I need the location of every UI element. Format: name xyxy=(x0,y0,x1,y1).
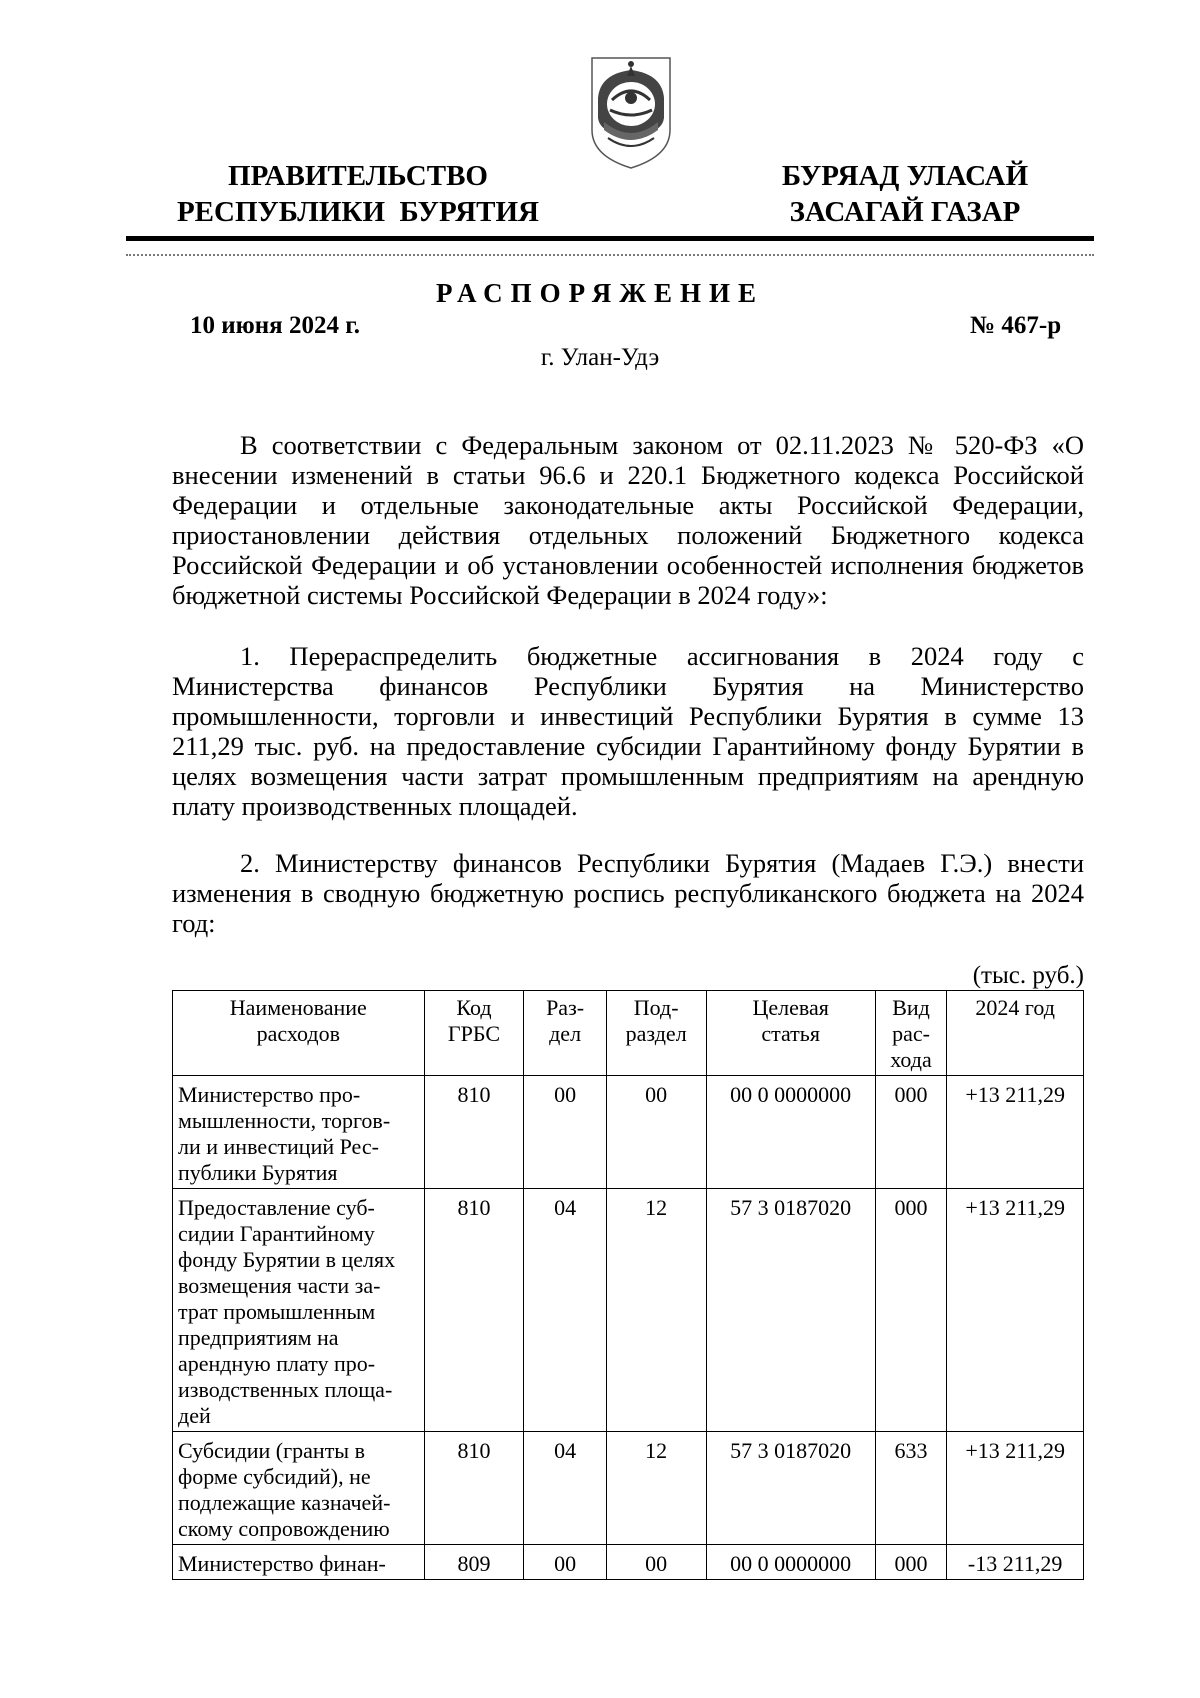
cell-article: 57 3 0187020 xyxy=(706,1189,875,1432)
cell-grbs: 810 xyxy=(424,1432,524,1545)
col-header-podrazdel: Под- раздел xyxy=(606,991,706,1076)
cell-podrazdel: 12 xyxy=(606,1189,706,1432)
item-1-paragraph: 1. Перераспределить бюджетные ассигнования в 2024 году с Министерства финансов Республики Бурятия на Министерство промышленности, торговли и инвестиций Республики Бурятия в сумме 13 211,29 тыс. руб. на предоставление субсидии Гарантийному фонду Бурятии в целях возмещения части затрат промышленным предприятиям на арендную плату производственных площадей. xyxy=(172,641,1084,821)
col-header-vid: Вид рас- хода xyxy=(875,991,947,1076)
table-row xyxy=(173,1432,1084,1545)
cell-vid: 633 xyxy=(875,1432,947,1545)
budget-table xyxy=(172,990,1084,1580)
document-date: 10 июня 2024 г. xyxy=(190,312,360,339)
document-type-title: РАСПОРЯЖЕНИЕ xyxy=(435,278,765,308)
cell-article: 00 0 0000000 xyxy=(706,1076,875,1189)
header-divider xyxy=(126,236,1094,241)
cell-razdel: 00 xyxy=(524,1076,606,1189)
cell-razdel: 04 xyxy=(524,1432,606,1545)
cell-amount: -13 211,29 xyxy=(947,1545,1084,1580)
cell-amount: +13 211,29 xyxy=(947,1432,1084,1545)
header-divider-dotted xyxy=(126,254,1094,256)
issuer-buryat-line-2: ЗАСАГАЙ ГАЗАР xyxy=(789,196,1021,228)
col-header-razdel: Раз- дел xyxy=(524,991,606,1076)
table-header-row xyxy=(173,991,1084,1076)
issuer-line-2: РЕСПУБЛИКИ БУРЯТИЯ xyxy=(176,196,540,228)
cell-amount: +13 211,29 xyxy=(947,1076,1084,1189)
cell-grbs: 810 xyxy=(424,1076,524,1189)
cell-name: Министерство про- мышленности, торгов- ли и инвестиций Рес- публики Бурятия xyxy=(173,1076,425,1189)
table-row xyxy=(173,1545,1084,1580)
cell-name: Предоставление суб- сидии Гарантийному фонду Бурятии в целях возмещения части за- трат промышленным предприятиям на арендную плату про- изводственных площа- дей xyxy=(173,1189,425,1432)
document-city: г. Улан-Удэ xyxy=(540,344,660,371)
table-units: (тыс. руб.) xyxy=(972,962,1084,989)
coat-of-arms-icon xyxy=(588,52,674,170)
cell-podrazdel: 00 xyxy=(606,1545,706,1580)
cell-article: 57 3 0187020 xyxy=(706,1432,875,1545)
cell-grbs: 810 xyxy=(424,1189,524,1432)
preamble-paragraph: В соответствии с Федеральным законом от 02.11.2023 № 520-ФЗ «О внесении изменений в статьи 96.6 и 220.1 Бюджетного кодекса Российской Федерации и отдельные законодательные акты Российской Федерации, приостановлении действия отдельных положений Бюджетного кодекса Российской Федерации и об установлении особенностей исполнения бюджетов бюджетной системы Российской Федерации в 2024 году»: xyxy=(172,430,1084,610)
cell-amount: +13 211,29 xyxy=(947,1189,1084,1432)
cell-article: 00 0 0000000 xyxy=(706,1545,875,1580)
cell-vid: 000 xyxy=(875,1076,947,1189)
col-header-article: Целевая статья xyxy=(706,991,875,1076)
document-number: № 467-р xyxy=(970,312,1062,339)
cell-vid: 000 xyxy=(875,1189,947,1432)
cell-razdel: 00 xyxy=(524,1545,606,1580)
cell-podrazdel: 00 xyxy=(606,1076,706,1189)
col-header-grbs: Код ГРБС xyxy=(424,991,524,1076)
issuer-buryat-line-1: БУРЯАД УЛАСАЙ xyxy=(781,160,1029,192)
item-2-paragraph: 2. Министерству финансов Республики Бурятия (Мадаев Г.Э.) внести изменения в сводную бюджетную роспись республиканского бюджета на 2024 год: xyxy=(172,848,1084,938)
cell-razdel: 04 xyxy=(524,1189,606,1432)
col-header-name: Наименование расходов xyxy=(173,991,425,1076)
cell-name: Министерство финан- xyxy=(173,1545,425,1580)
issuer-name-buryat xyxy=(760,158,1050,230)
col-header-year: 2024 год xyxy=(947,991,1084,1076)
issuer-name-russian xyxy=(168,158,548,230)
cell-podrazdel: 12 xyxy=(606,1432,706,1545)
table-row xyxy=(173,1076,1084,1189)
cell-vid: 000 xyxy=(875,1545,947,1580)
table-row xyxy=(173,1189,1084,1432)
cell-name: Субсидии (гранты в форме субсидий), не подлежащие казначей- скому сопровождению xyxy=(173,1432,425,1545)
issuer-line-1: ПРАВИТЕЛЬСТВО xyxy=(228,160,488,192)
cell-grbs: 809 xyxy=(424,1545,524,1580)
